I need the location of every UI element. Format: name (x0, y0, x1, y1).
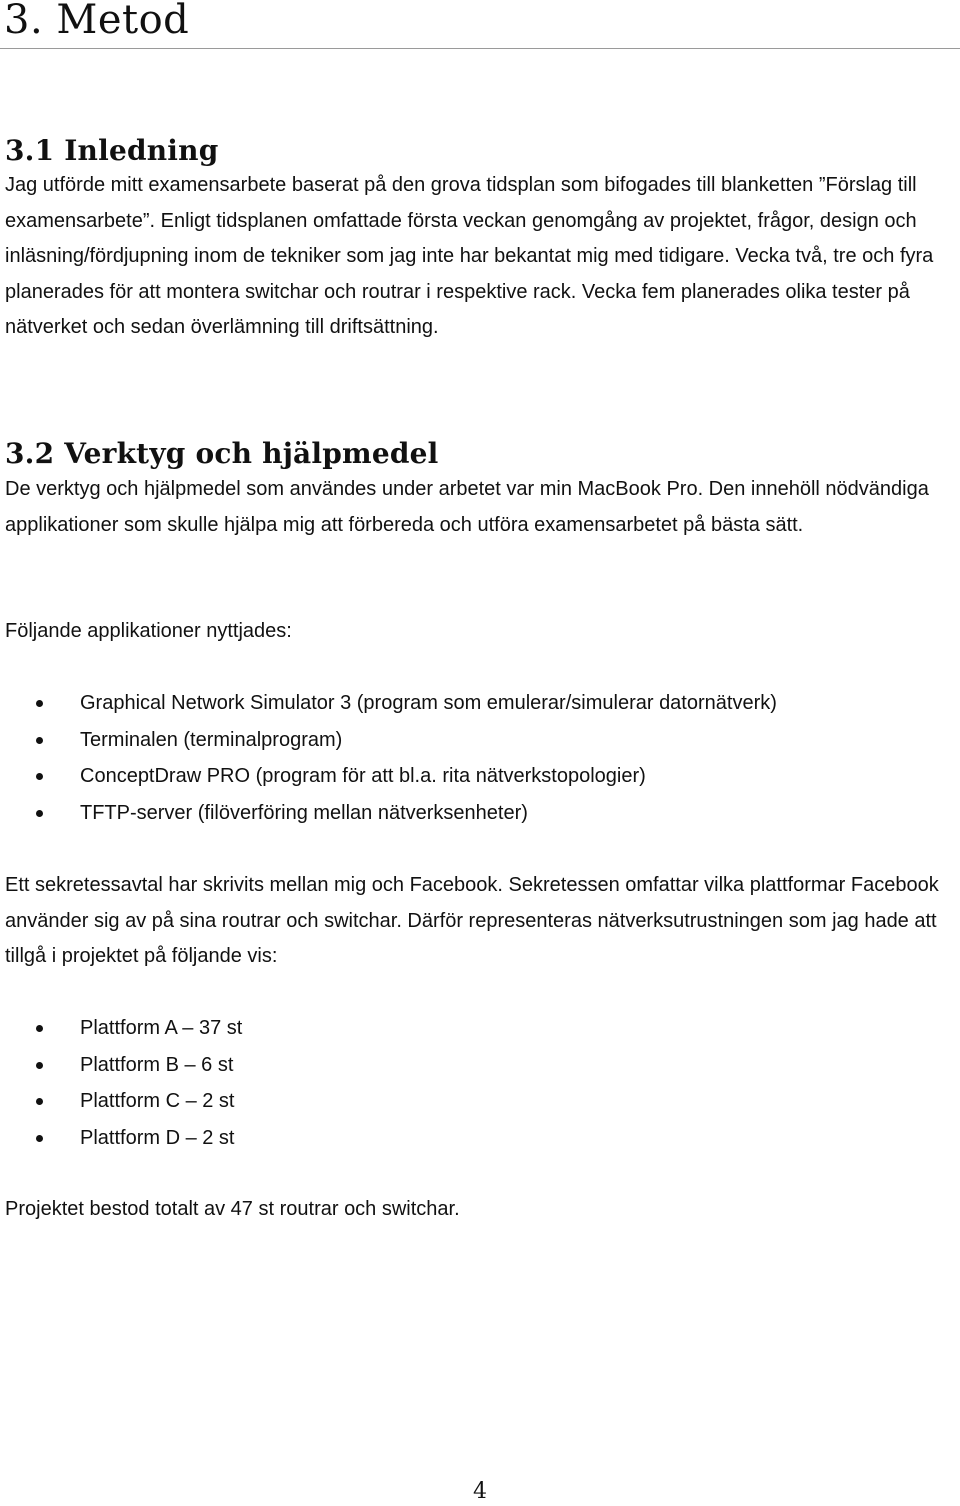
bullet-icon (36, 773, 43, 780)
list-item-text: Graphical Network Simulator 3 (program som emulerar/simulerar datornätverk) (80, 692, 777, 714)
summary-paragraph: Projektet bestod totalt av 47 st routrar och switchar. (5, 1198, 460, 1220)
list-item (0, 1083, 950, 1120)
list-item (0, 1120, 950, 1157)
bullet-icon (36, 1098, 43, 1105)
bullet-icon (36, 1062, 43, 1069)
list-item-text: Terminalen (terminalprogram) (80, 728, 343, 751)
list-item-text: Plattform C – 2 st (80, 1090, 235, 1113)
inledning-paragraph: Jag utförde mitt examensarbete baserat på den grova tidsplan som bifogades till blanketten ”Förslag till examensarbete”. Enligt tidsplanen omfattade första veckan genomgång av projektet, frågor, design och inläsning/fördjupning inom de tekniker som jag inte har bekantat mig med tidigare. Vecka två, tre och fyra planerades för att montera switchar och routrar i respektive rack. Vecka fem planerades olika tester på nätverket och sedan överlämning till driftsättning. (5, 174, 934, 338)
chapter-divider (0, 48, 960, 49)
page-number: 4 (473, 1479, 487, 1504)
list-item (0, 685, 950, 722)
bullet-icon (36, 1135, 43, 1142)
verktyg-paragraph: De verktyg och hjälpmedel som användes under arbetet var min MacBook Pro. Den innehöll nödvändiga applikationer som skulle hjälpa mig att förbereda och utföra examensarbetet på bästa sätt. (5, 478, 929, 536)
section-heading-verktyg: 3.2 Verktyg och hjälpmedel (5, 437, 439, 470)
list-item (0, 1010, 950, 1047)
list-item (0, 758, 950, 795)
bullet-icon (36, 1025, 43, 1032)
bullet-icon (36, 700, 43, 707)
list-item-text: Plattform A – 37 st (80, 1017, 243, 1039)
list-item-text: ConceptDraw PRO (program för att bl.a. rita nätverkstopologier) (80, 765, 646, 788)
confidentiality-paragraph: Ett sekretessavtal har skrivits mellan mig och Facebook. Sekretessen omfattar vilka plattformar Facebook använder sig av på sina routrar och switchar. Därför representeras nätverksutrustningen som jag hade att tillgå i projektet på följande vis: (5, 874, 939, 967)
applications-intro: Följande applikationer nyttjades: (5, 620, 292, 642)
list-item-text: Plattform B – 6 st (80, 1053, 234, 1076)
section-heading-inledning: 3.1 Inledning (5, 134, 219, 167)
platforms-list (0, 1010, 950, 1157)
list-item (0, 795, 950, 832)
bullet-icon (36, 737, 43, 744)
list-item (0, 1047, 950, 1084)
chapter-title: 3. Metod (4, 0, 190, 43)
bullet-icon (36, 810, 43, 817)
applications-list (0, 685, 950, 832)
list-item (0, 722, 950, 759)
list-item-text: TFTP-server (filöverföring mellan nätverksenheter) (80, 802, 528, 825)
list-item-text: Plattform D – 2 st (80, 1127, 235, 1150)
